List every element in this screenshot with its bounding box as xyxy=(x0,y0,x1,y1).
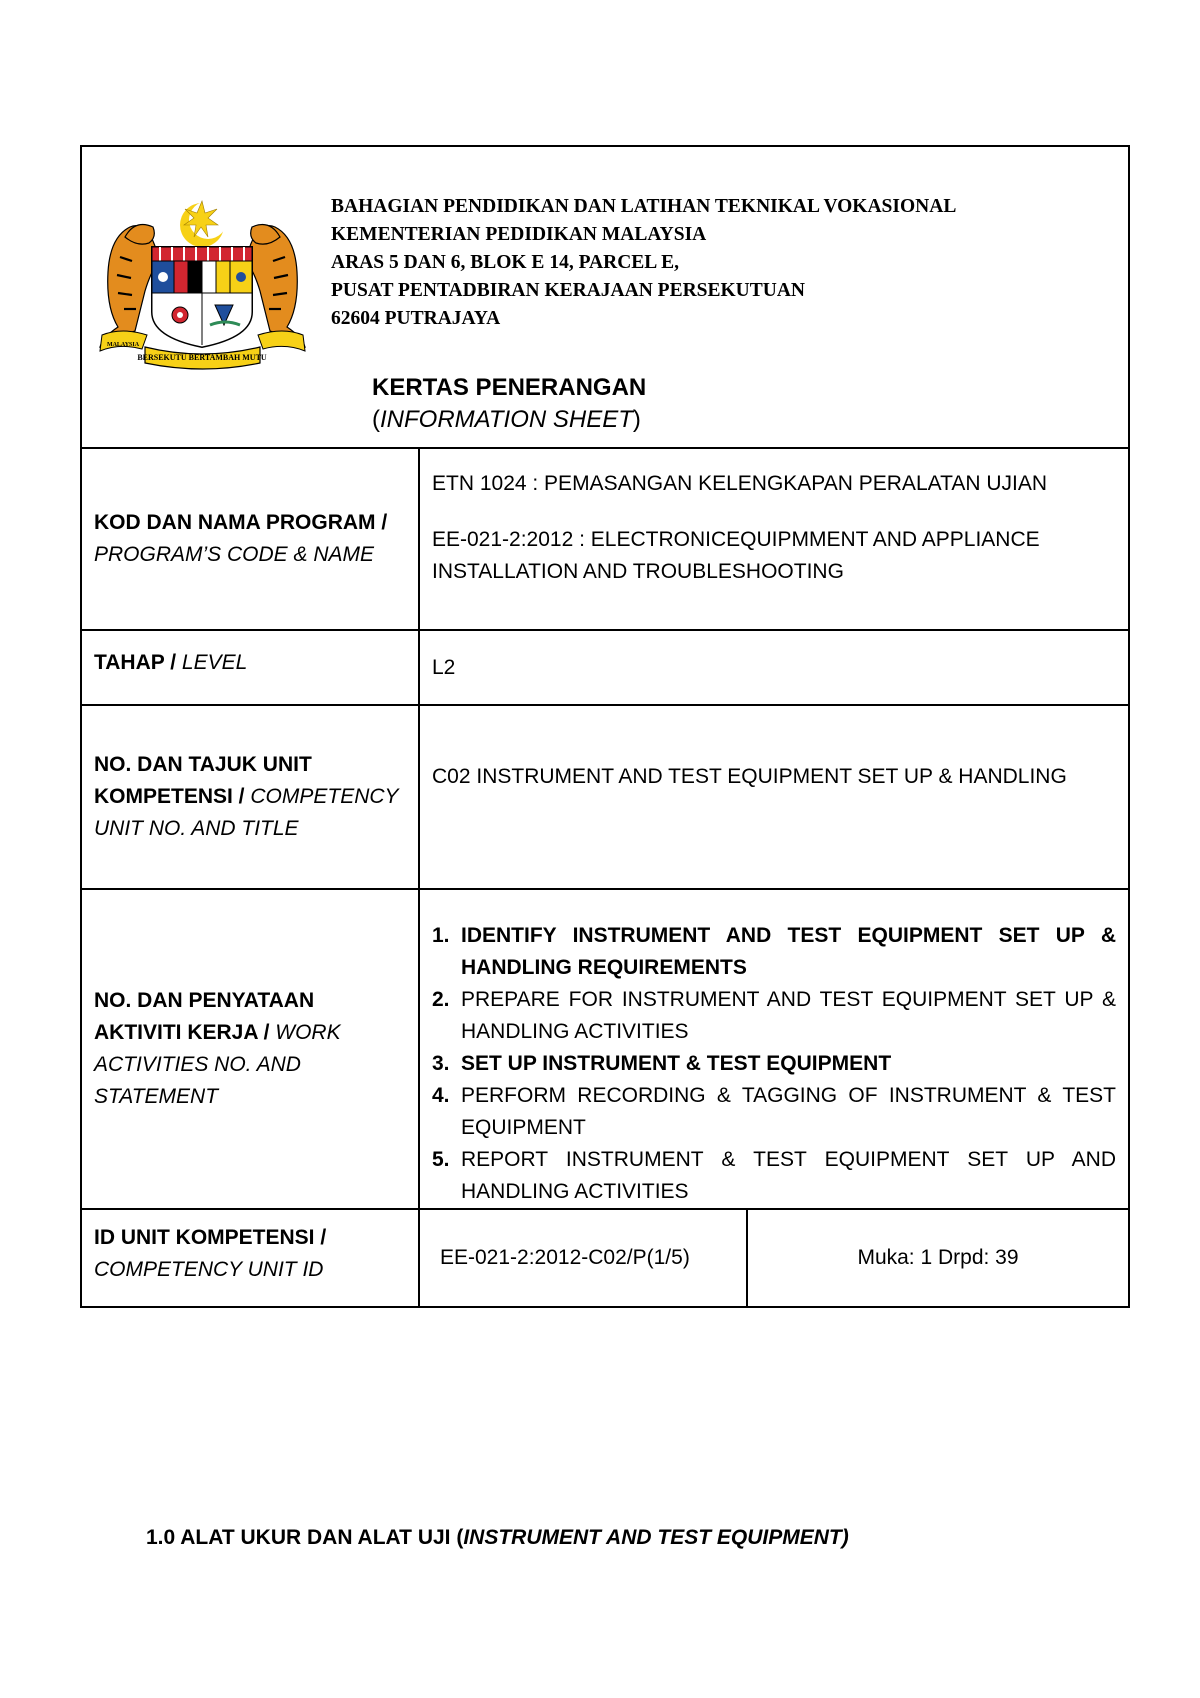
activity-item: 5. REPORT INSTRUMENT & TEST EQUIPMENT SET UP AND HANDLING ACTIVITIES xyxy=(432,1148,1116,1203)
level-value: L2 xyxy=(432,656,456,679)
work-activities-label: NO. DAN PENYATAAN AKTIVITI KERJA / WORK ACTIVITIES NO. AND STATEMENT xyxy=(82,890,420,1208)
level-label: TAHAP / LEVEL xyxy=(82,631,420,704)
org-line: BAHAGIAN PENDIDIKAN DAN LATIHAN TEKNIKAL VOKASIONAL xyxy=(331,196,957,217)
page-number: Muka: 1 Drpd: 39 xyxy=(857,1246,1019,1269)
org-line: 62604 PUTRAJAYA xyxy=(331,308,501,329)
title-english: (INFORMATION SHEET) xyxy=(372,406,641,433)
program-row xyxy=(82,449,1128,631)
program-standard: EE-021-2:2012 : ELECTRONICEQUIPMMENT AND APPLIANCE INSTALLATION AND TROUBLESHOOTING xyxy=(432,528,1040,583)
program-label: KOD DAN NAMA PROGRAM / PROGRAM’S CODE & NAME xyxy=(82,449,420,629)
sheet-header xyxy=(82,147,1128,449)
svg-text:BERSEKUTU BERTAMBAH MUTU: BERSEKUTU BERTAMBAH MUTU xyxy=(137,353,267,362)
organization-address xyxy=(331,193,956,333)
activity-item: 2. PREPARE FOR INSTRUMENT AND TEST EQUIPMENT SET UP & HANDLING ACTIVITIES xyxy=(432,988,1116,1043)
competency-unit-row xyxy=(82,706,1128,890)
svg-text:MALAYSIA: MALAYSIA xyxy=(106,342,140,348)
information-sheet-table xyxy=(80,145,1130,1308)
program-value xyxy=(420,449,1128,629)
activity-item: 4. PERFORM RECORDING & TAGGING OF INSTRUMENT & TEST EQUIPMENT xyxy=(432,1084,1116,1139)
work-activities-list xyxy=(420,890,1128,1208)
competency-unit-value: C02 INSTRUMENT AND TEST EQUIPMENT SET UP & HANDLING xyxy=(432,765,1067,788)
section-heading: 1.0 ALAT UKUR DAN ALAT UJI (INSTRUMENT AND TEST EQUIPMENT) xyxy=(146,1526,849,1549)
sheet-title xyxy=(372,372,646,436)
org-line: PUSAT PENTADBIRAN KERAJAAN PERSEKUTUAN xyxy=(331,280,806,301)
unit-id-row xyxy=(82,1210,1128,1306)
activity-item: 1. IDENTIFY INSTRUMENT AND TEST EQUIPMENT SET UP & HANDLING REQUIREMENTS xyxy=(432,924,1116,979)
unit-id-value: EE-021-2:2012-C02/P(1/5) xyxy=(420,1210,748,1306)
unit-id-label: ID UNIT KOMPETENSI / COMPETENCY UNIT ID xyxy=(82,1210,420,1306)
program-code: ETN 1024 : PEMASANGAN KELENGKAPAN PERALATAN UJIAN xyxy=(432,472,1048,495)
title-malay: KERTAS PENERANGAN xyxy=(372,374,647,401)
level-row xyxy=(82,631,1128,706)
competency-unit-label: NO. DAN TAJUK UNIT KOMPETENSI / COMPETENCY UNIT NO. AND TITLE xyxy=(82,706,420,888)
coat-of-arms-icon xyxy=(90,197,315,372)
work-activities-row xyxy=(82,890,1128,1210)
org-line: KEMENTERIAN PEDIDIKAN MALAYSIA xyxy=(331,224,707,245)
org-line: ARAS 5 DAN 6, BLOK E 14, PARCEL E, xyxy=(331,252,679,273)
activity-item: 3. SET UP INSTRUMENT & TEST EQUIPMENT xyxy=(432,1052,892,1075)
